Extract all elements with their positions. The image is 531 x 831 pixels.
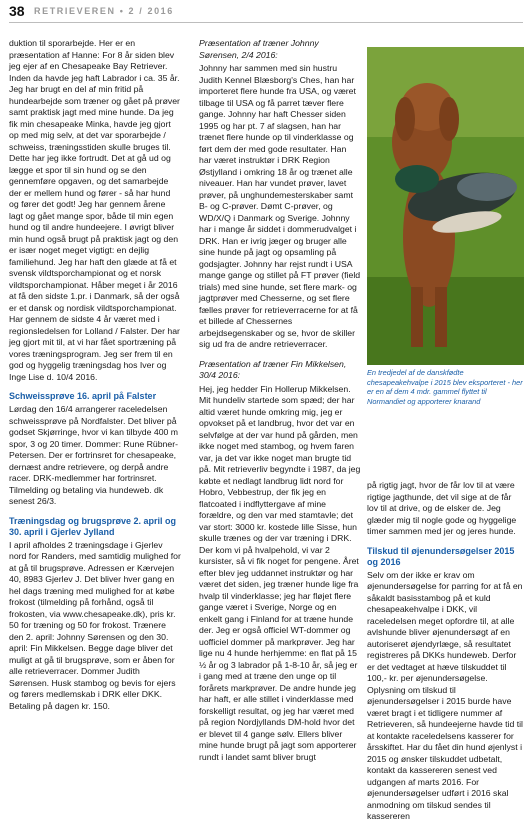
paragraph: Lørdag den 16/4 arrangerer raceledelsen schweissprøve på Nordfalster. Det bliver på godset Skjørringe, hvor vi kan tilbyde 400 m spor, 3 og 20 timer. Dommer: Rune Rübner-Petersen. Der er fortrinsret for chesapeake, dernæst andre retrievere, og derpå andre racer. DRK-medlemmer har fortrinsret. Tilmelding og betaling via hundeweb. dk senest 26/3. [9,404,179,506]
dog-with-duck-image [367,47,524,365]
page-header [0,0,531,22]
photo-caption: En tredjedel af de danskfødte chesapeakehvalpe i 2015 blev eksporteret - her er en af dem 4 mdr. gammel flyttet til Normandiet og apporterer knarand [367,368,523,406]
paragraph: Johnny har sammen med sin hustru Judith Kennel Blæsborg's Ches, han har importeret flere hunde fra USA, og været tilbage til USA og få parret tæver flere gange. Johnny har haft Chesser siden 1995 og har pt. 7 af slagsen, han har trænet flere hunde op til vinderklasse og ført dem der med gode resultater. Han har været instruktør i DRK Region Østjylland i omkring 18 år og trænet alle niveauer. Han har vundet prøver, lavet prøver, på unghundemesterskaber samt B- og C-prøver. Dømt C-prøver, og WD/X/Q i Danmark og Sverige. Johnny har i mange år siddet i dommerudvalget i DRK. Han er ivrig jæger og bruger alle sine hunde på jagt og opsamling på godsjagter. Johnny har rejst rundt i USA mange gange og stillet på FT prøver (field trials) med sine hunde, set flere mark- og jagtprøver med Chesserne, og set flere fælles prøver for retrieverracerne for at få et billede af Chessernes arbejdsegenskaber og se, hvor de skiller sig ud fra de andre retrieverracer. [199,63,361,349]
paragraph: I april afholdes 2 træningsdage i Gjerlev nord for Randers, med samtidig mulighed for at gå til brugsprøve. Adressen er Kærvejen 40, 8983 Gjerlev J. Det bliver hver gang en hel dags træning med mulighed for at købe frokost (tilmelding på forhånd, også til frokosten, via www.chesapeake.dk), pris kr. 50 for træning og 50 for frokost. Trænere den 2. april: Johnny Sørensen og den 30. april: Fin Mikkelsen. Begge dage bliver det muligt at gå til brugsprøve, som er åben for alle retrieverracer. Dommer Judith Sørensen. Husk stambog og bevis for ejers og førers medlemskab i DRK eller DKK. Betaling på dagen kr. 150. [9,539,181,711]
paragraph: Hej, jeg hedder Fin Hollerup Mikkelsen. Mit hundeliv startede som spæd; der har altid været hunde omkring mig, jeg er opvokset på et landbrug, hvor det var en selvfølge at der var hund på gården, men ikke noget med stambog, og hvem faren var, ja det var ikke noget man brugte tid på. Mit retrieverliv begyndte i 1987, da jeg købte et nedlagt landbrug lidt nord for Hobro, Vebbestrup, der fik jeg en flatcoated i indflyttergave af mine forældre, og den var med stamtavle; det var stort: 3000 kr. kostede lille Sisse, hun skulle trænes og der var træning i DRK. Der kom vi på hvalpehold, vi var 2 kursister, så vi fik noget for pengene. Året efter blev jeg uddannet instruktør og har været det siden, jeg træner hunde lige fra hvalp til vinderklasse; jeg har fløjet flere gange været i Sverige, Norge og en enkelt gang i Finland for at træne hunde der. Jeg er også officiel WT-dommer og uofficiel dommer på markprøver. Jeg har lige nu 4 hunde herhjemme: en flat på 15 ½ år og 3 labrador på 1-8-10 år, så jeg er i gang med at træne den unge op til forårets markprøver. De andre hunde jeg har haft, er alle stillet i vinderklasse med forskelligt resultat, og jeg har været med på region Nordjyllands DM-hold hvor det er blevet til 4 gange sølv. Ellers bliver mine hunde brugt på jagt som apporterer rundt i landet samt bliver brugt [199,383,361,762]
section-heading: Træningsdag og brugsprøve 2. april og 30. april i Gjerlev Jylland [9,515,177,537]
header-divider [9,22,523,23]
magazine-title: RETRIEVEREN • 2 / 2016 [34,6,174,16]
section-heading: Schweissprøve 16. april på Falster [9,391,157,401]
dog-photo [367,47,524,365]
page-number: 38 [9,3,25,19]
section-heading: Præsentation af træner Johnny Sørensen, 2/4 2016: [199,38,319,60]
paragraph: Selv om der ikke er krav om øjenundersøgelse for parring for at få en såkaldt basisstambog på et kuld chesapeakehvalpe i DKK, vil raceledelsen meget opfordre til, at alle avlshunde bliver øjenundersøgt af en autoriseret øjendyrlæge, så resultatet registreres på DKKs hundeweb. Derfor er det vedtaget at hæve tilskuddet til 100,- kr. per øjenundersøgelse. Oplysning om tilskud til øjenundersøgelser i 2015 burde have været bragt i et tidligere nummer af Retrieveren, så hundeejerne havde tid til at kontakte raceledelsens kasserer for årsskiftet. Har du fået din hund øjenlyst i 2015 og ønsker tilskuddet udbetalt, kontakt da kassereren senest ved udgangen af marts 2016. For øjenundersøgelser udført i 2016 skal anmodning om tilskud sendes til kassereren [367,569,523,821]
section-heading: Præsentation af træner Fin Mikkelsen, 30/4 2016: [199,358,347,380]
section-heading: Tilskud til øjenundersøgelser 2015 og 2016 [367,545,515,567]
paragraph: på rigtig jagt, hvor de får lov til at være rigtige jagthunde, det vil sige at de får lov til at drive, og de elsker de. Jeg glæder mig til nogle gode og hyggelige timer sammen med jer og jeres hunde. [367,480,517,536]
column-3 [367,480,524,831]
paragraph: duktion til sporarbejde. Her er en præsentation af Hanne: For 8 år siden blev jeg ejer af en Chesapeake Bay Retriever. Inden da havde jeg haft Labrador i ca. 35 år. Jeg har brugt en del af min fritid på hundearbejde som træner og gået på prøver samt praktisk jagt med mine hunde. Da jeg fik min chesapeake Minka, havde jeg gjort op med mig selv, at det var sporarbejde / schweiss, træningsstiden skulle bruges til. Dette har jeg ikke fortrudt. Det at gå ud og lægge et spor til sin hund og se den gennemføre opgaven, og det samarbejde der er mellem hund og fører - så har hund og fører det godt! Jeg har gennem årene lagt og gået mange spor, både til min egen hund og til andre hundeejere. I øvrigt bliver min hund også brugt på praktisk jagt og den er især noget meget vigtigt: en dejlig familiehund. Jeg har haft den glæde at få et svensk vildtsporchampionat og et norsk vildtsporchampionat. Håber meget i år 2016 at få den sidste 1.pr. i Danmark, så der også er et dansk og nordisk vildtsporchampionat. Har gennem de sidste 4 år været med i regionsledelsen for Lolland / Falster. Der har jeg gjort mit til, at vi har fået sportræning på vores træningsprogram. Jeg ser frem til en god og hyggelig træningsdag hos Iver og Inge Lise d. 10/4 2016. [9,38,180,382]
column-2 [199,38,361,771]
column-1 [9,38,181,720]
